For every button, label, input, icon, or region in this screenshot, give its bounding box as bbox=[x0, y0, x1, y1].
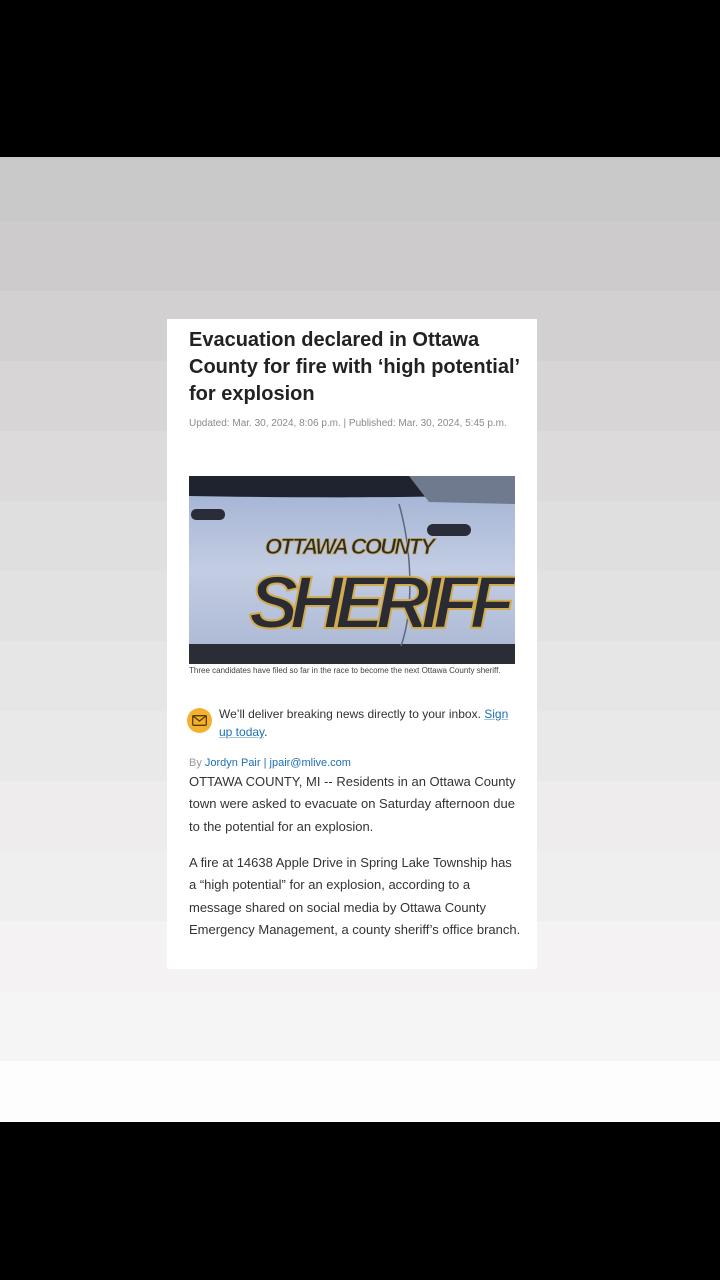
article-paragraph-1: OTTAWA COUNTY, MI -- Residents in an Ottawa County town were asked to evacuate on Saturday afternoon due to the potential for an explosion. bbox=[189, 774, 516, 834]
sign-up-link[interactable]: Sign up today bbox=[219, 707, 509, 739]
article-paragraph-2: A fire at 14638 Apple Drive in Spring Lake Township has a “high potential” for an explosion, according to a message shared on social media by Ottawa County Emergency Management, a county sheriff’s office branch. bbox=[189, 855, 521, 937]
photo-caption: Three candidates have filed so far in the race to become the next Ottawa County sheriff. bbox=[189, 666, 501, 675]
top-black-bar bbox=[0, 0, 720, 157]
newsletter-suffix: . bbox=[264, 725, 268, 739]
article-dates: Updated: Mar. 30, 2024, 8:06 p.m. | Published: Mar. 30, 2024, 5:45 p.m. bbox=[189, 418, 507, 429]
article-headline: Evacuation declared in Ottawa County for fire with ‘high potential’ for explosion bbox=[189, 329, 519, 405]
newsletter-promo bbox=[219, 705, 519, 741]
photo-text-ottawa-county: OTTAWA COUNTY bbox=[265, 534, 435, 559]
newsletter-text: We’ll deliver breaking news directly to your inbox. bbox=[219, 707, 481, 721]
byline-prefix: By bbox=[189, 757, 202, 769]
article-card[interactable] bbox=[167, 319, 537, 969]
article-photo[interactable] bbox=[189, 476, 515, 664]
photo-text-sheriff: SHERIFF bbox=[249, 561, 515, 644]
author-link[interactable]: Jordyn Pair | jpair@mlive.com bbox=[204, 757, 351, 769]
bottom-black-bar bbox=[0, 1122, 720, 1280]
mail-icon bbox=[187, 708, 212, 733]
byline bbox=[189, 756, 519, 770]
